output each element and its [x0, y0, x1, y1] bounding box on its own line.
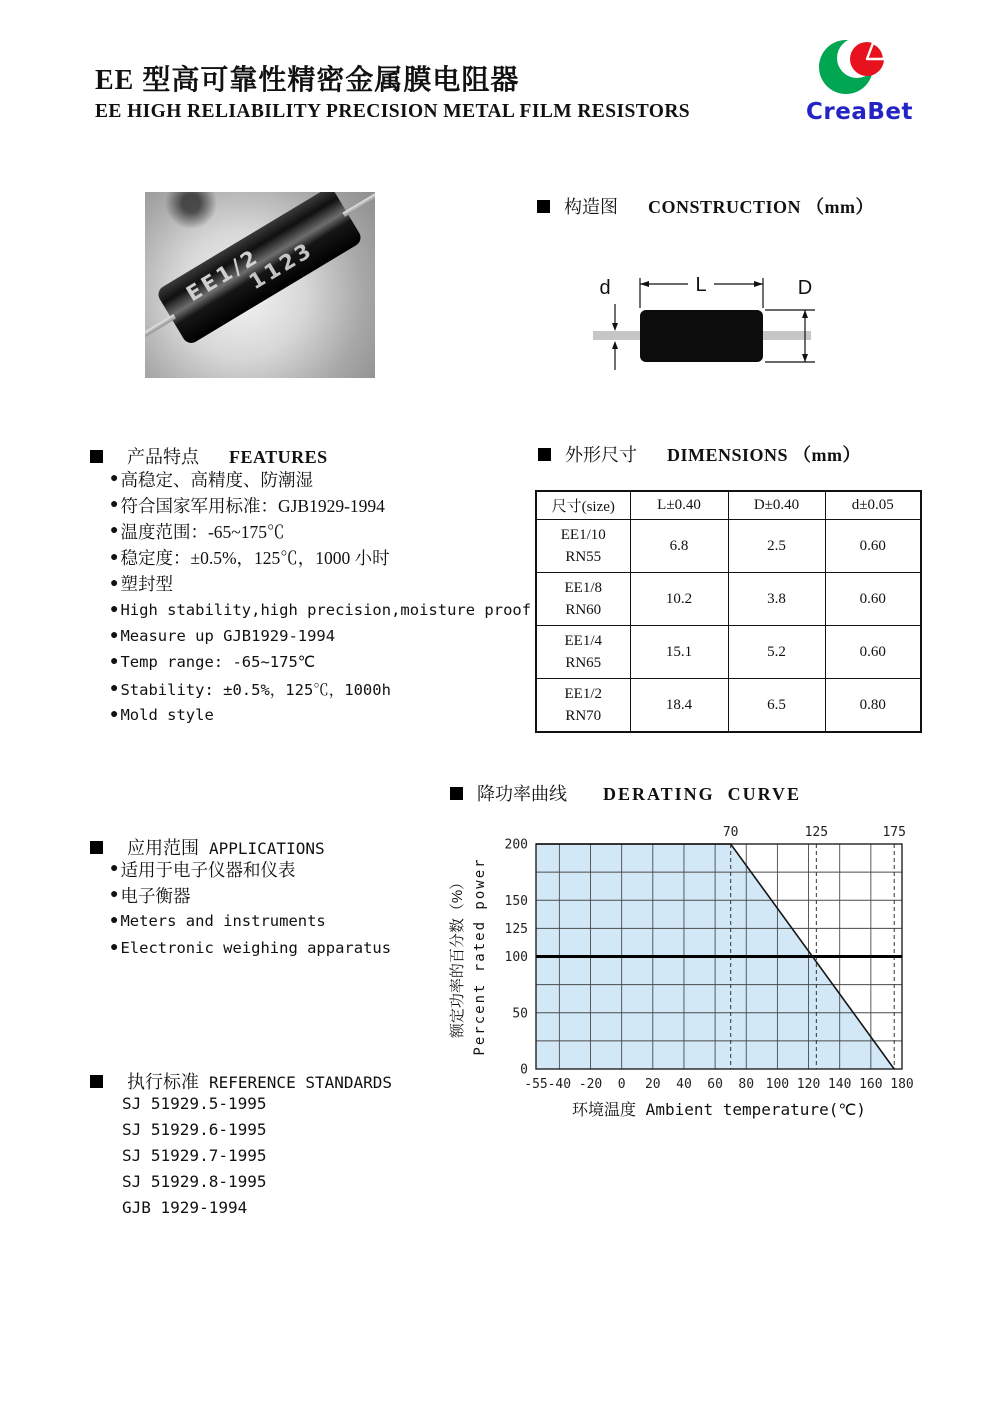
feature-item: ● Mold style [110, 705, 214, 724]
section-title-en: DIMENSIONS （mm） [667, 445, 862, 465]
standard-item: SJ 51929.6-1995 [122, 1119, 267, 1139]
section-title-zh: 外形尺寸 [565, 445, 637, 465]
section-square-icon [90, 1075, 103, 1088]
size-cell: EE1/4 RN65 [536, 626, 630, 679]
feature-item: ● Stability: ±0.5%，125℃，1000h [110, 680, 391, 699]
value-cell: 5.2 [728, 626, 825, 679]
chart-label: 60 [707, 1077, 723, 1092]
page-title-en: EE HIGH RELIABILITY PRECISION METAL FILM RESISTORS [95, 101, 691, 122]
value-cell: 0.60 [825, 626, 921, 679]
bullet-icon: ● [110, 523, 119, 539]
resistor-lead-right [342, 192, 375, 217]
company-logo [806, 34, 916, 125]
section-derating-header [450, 780, 801, 806]
feature-item: ● High stability,high precision,moisture proof [110, 601, 532, 620]
applications-list [110, 856, 391, 961]
bullet-icon: ● [110, 602, 119, 618]
value-cell: 0.60 [825, 573, 921, 626]
derating-curve-chart [440, 808, 925, 1138]
section-square-icon [538, 448, 551, 461]
feature-item: ● Temp range: -65~175℃ [110, 653, 316, 672]
chart-label: 180 [890, 1077, 914, 1092]
value-cell: 6.8 [630, 520, 728, 573]
feature-item: ● 塑封型 [110, 574, 173, 595]
bullet-icon: ● [110, 913, 119, 929]
chart-label: 125 [504, 921, 528, 937]
bullet-icon: ● [110, 861, 119, 877]
section-title-en: REFERENCE STANDARDS [209, 1073, 393, 1092]
bullet-icon: ● [110, 680, 119, 696]
size-cell: EE1/2 RN70 [536, 679, 630, 733]
standard-item: SJ 51929.8-1995 [122, 1171, 267, 1191]
section-title-en: APPLICATIONS [209, 839, 325, 858]
bullet-icon: ● [110, 628, 119, 644]
table-header-cell: L±0.40 [630, 491, 728, 520]
bullet-icon: ● [110, 471, 119, 487]
table-header-cell: 尺寸(size) [536, 491, 630, 520]
size-cell: EE1/10 RN55 [536, 520, 630, 573]
construction-diagram [575, 252, 885, 382]
table-header-cell: d±0.05 [825, 491, 921, 520]
resistor-lead-left [145, 314, 176, 350]
bullet-icon: ● [110, 887, 119, 903]
section-title-zh: 降功率曲线 [477, 784, 567, 804]
chart-label: 20 [644, 1077, 661, 1092]
value-cell: 18.4 [630, 679, 728, 733]
bullet-icon: ● [110, 575, 119, 591]
chart-label: 150 [504, 893, 528, 909]
chart-label: -20 [578, 1077, 603, 1092]
chart-label: 70 [722, 825, 739, 840]
chart-label: -40 [547, 1077, 572, 1092]
table-row [536, 626, 921, 679]
resistor-marking-code: 1123 [244, 237, 318, 295]
application-item: ● 适用于电子仪器和仪表 [110, 859, 296, 880]
table-header-cell: D±0.40 [728, 491, 825, 520]
chart-label: 环境温度 Ambient temperature(℃) [572, 1100, 866, 1119]
value-cell: 0.80 [825, 679, 921, 733]
dim-label-D: D [797, 277, 813, 299]
section-title-en: CONSTRUCTION （mm） [648, 197, 875, 217]
feature-item: ● 高稳定、高精度、防潮湿 [110, 469, 313, 490]
section-title-zh: 产品特点 [127, 447, 199, 467]
size-cell: EE1/8 RN60 [536, 573, 630, 626]
value-cell: 10.2 [630, 573, 728, 626]
chart-label: 额定功率的百分数（%） [449, 874, 466, 1039]
section-square-icon [90, 841, 103, 854]
chart-label: 175 [882, 825, 906, 840]
feature-item: ● 符合国家军用标准：GJB1929-1994 [110, 495, 385, 516]
application-item: ● Electronic weighing apparatus [110, 938, 392, 957]
resistor-marking-type: EE1/2 [182, 244, 264, 307]
chart-label: 0 [617, 1077, 626, 1092]
standards-list [122, 1090, 267, 1220]
section-title-zh: 应用范围 [127, 838, 199, 858]
dimensions-table-header-row [536, 491, 921, 520]
feature-item: ● Measure up GJB1929-1994 [110, 627, 336, 646]
dim-label-d: d [599, 277, 611, 299]
chart-label: 40 [676, 1077, 692, 1092]
section-construction-header [537, 193, 874, 219]
application-item: ● 电子衡器 [110, 885, 191, 906]
chart-label: 80 [738, 1077, 755, 1092]
chart-label: 160 [859, 1077, 883, 1092]
bullet-icon: ● [110, 549, 119, 565]
section-title-en: DERATING CURVE [603, 784, 802, 804]
table-row [536, 573, 921, 626]
chart-label: 200 [504, 837, 528, 853]
section-title-zh: 构造图 [564, 197, 618, 217]
bullet-icon: ● [110, 706, 119, 722]
section-square-icon [537, 200, 550, 213]
value-cell: 6.5 [728, 679, 825, 733]
chart-label: 0 [520, 1062, 528, 1078]
section-square-icon [450, 787, 463, 800]
bullet-icon: ● [110, 497, 119, 513]
bullet-icon: ● [110, 654, 119, 670]
chart-label: 125 [804, 825, 829, 840]
section-square-icon [90, 450, 103, 463]
chart-label: 140 [827, 1077, 852, 1092]
logo-mark-icon [806, 34, 906, 96]
chart-label: 100 [504, 950, 528, 965]
feature-item: ● 温度范围：-65~175℃ [110, 521, 285, 542]
value-cell: 15.1 [630, 626, 728, 679]
dim-label-L: L [695, 274, 707, 296]
chart-label: 50 [512, 1006, 528, 1022]
value-cell: 3.8 [728, 573, 825, 626]
chart-label: Percent rated power [472, 857, 488, 1056]
application-item: ● Meters and instruments [110, 912, 326, 931]
standard-item: SJ 51929.5-1995 [122, 1093, 267, 1113]
resistor-body [155, 192, 364, 346]
page-title-zh: EE 型高可靠性精密金属膜电阻器 [95, 65, 520, 96]
product-photo [145, 192, 375, 378]
chart-label: 100 [765, 1077, 790, 1092]
dimensions-table [535, 490, 922, 733]
value-cell: 0.60 [825, 520, 921, 573]
table-row [536, 679, 921, 733]
value-cell: 2.5 [728, 520, 825, 573]
logo-text: CreaBet [806, 99, 913, 125]
table-row [536, 520, 921, 573]
standard-item: GJB 1929-1994 [122, 1197, 248, 1217]
standard-item: SJ 51929.7-1995 [122, 1145, 267, 1165]
section-title-zh: 执行标准 [127, 1072, 199, 1092]
features-list [110, 466, 531, 728]
section-dimensions-header [538, 441, 861, 467]
chart-label: 120 [796, 1077, 821, 1092]
chart-label: -55 [524, 1077, 548, 1092]
section-title-en: FEATURES [229, 447, 328, 467]
feature-item: ● 稳定度：±0.5%，125℃，1000 小时 [110, 548, 390, 569]
bullet-icon: ● [110, 939, 119, 955]
